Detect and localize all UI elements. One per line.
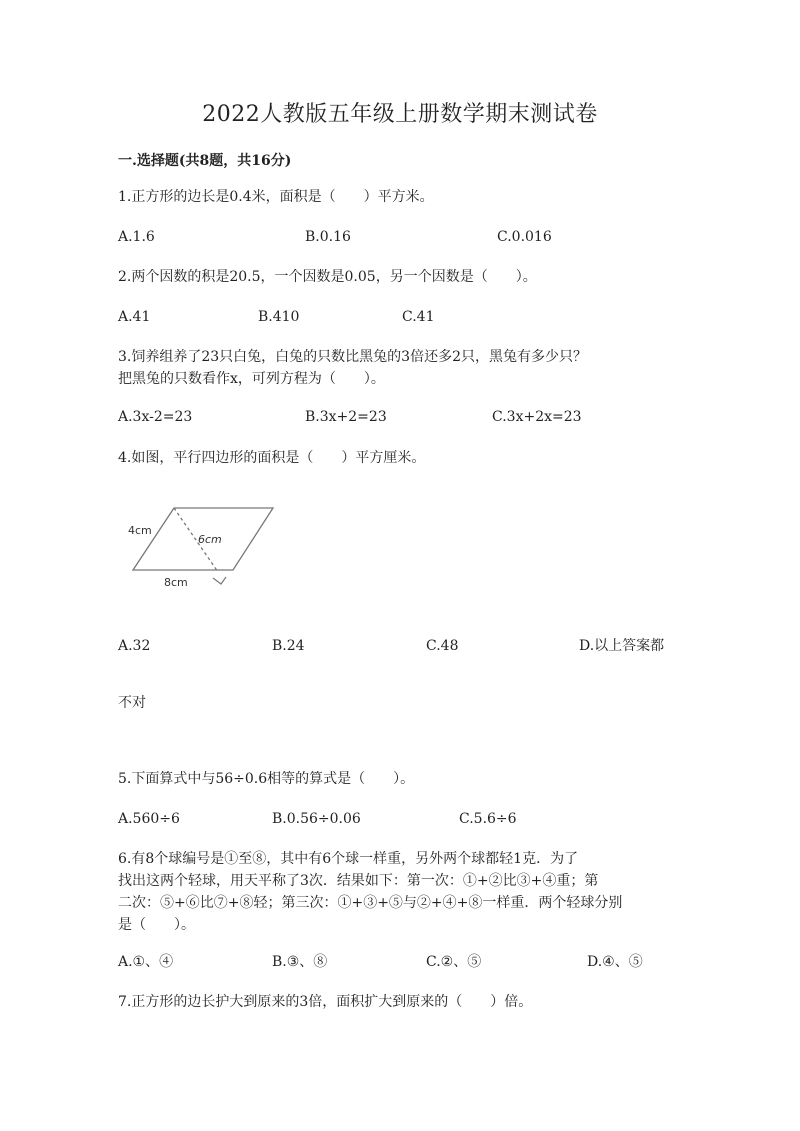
parallelogram-figure — [118, 496, 288, 596]
question-5-stem: 5.下面算式中与56÷0.6相等的算式是（ ）。 — [118, 771, 415, 787]
q3-option-a: A.3x-2=23 — [118, 409, 193, 425]
question-2-stem: 2.两个因数的积是20.5，一个因数是0.05，另一个因数是（ ）。 — [118, 269, 537, 285]
question-6-stem-line4: 是（ ）。 — [118, 917, 195, 933]
q6-option-a: A.①、④ — [118, 954, 174, 970]
q2-option-c: C.41 — [402, 309, 435, 325]
q2-option-b: B.410 — [258, 309, 300, 325]
question-3-stem-line1: 3.饲养组养了23只白兔，白兔的只数比黑兔的3倍还多2只，黑兔有多少只？ — [118, 349, 587, 365]
q4-option-b: B.24 — [272, 638, 305, 654]
figure-base-label: 8cm — [164, 576, 188, 589]
page-title: 2022人教版五年级上册数学期末测试卷 — [202, 102, 598, 127]
question-3-stem-line2: 把黑兔的只数看作x，可列方程为（ ）。 — [118, 371, 385, 387]
q1-option-a: A.1.6 — [118, 229, 155, 245]
question-7-stem: 7.正方形的边长护大到原来的3倍，面积扩大到原来的（ ）倍。 — [118, 994, 533, 1010]
question-4-stem: 4.如图，平行四边形的面积是（ ）平方厘米。 — [118, 450, 426, 466]
q6-option-d: D.④、⑤ — [587, 954, 643, 970]
q4-option-d-continued: 不对 — [118, 695, 146, 711]
q5-option-a: A.560÷6 — [118, 811, 180, 827]
q4-option-c: C.48 — [426, 638, 459, 654]
q5-option-b: B.0.56÷0.06 — [272, 811, 361, 827]
q4-option-a: A.32 — [118, 638, 151, 654]
q4-option-d: D.以上答案都 — [579, 638, 665, 654]
q6-option-c: C.②、⑤ — [426, 954, 482, 970]
figure-side-label: 4cm — [128, 524, 152, 537]
question-6-stem-line1: 6.有8个球编号是①至⑧，其中有6个球一样重，另外两个球都轻1克．为了 — [118, 851, 579, 867]
section-heading: 一.选择题(共8题，共16分) — [118, 153, 292, 169]
question-6-stem-line2: 找出这两个轻球，用天平称了3次．结果如下：第一次：①+②比③+④重；第 — [118, 873, 599, 889]
q5-option-c: C.5.6÷6 — [459, 811, 517, 827]
q1-option-b: B.0.16 — [305, 229, 351, 245]
q1-option-c: C.0.016 — [497, 229, 552, 245]
question-1-stem: 1.正方形的边长是0.4米，面积是（ ）平方米。 — [118, 189, 434, 205]
q3-option-c: C.3x+2x=23 — [492, 409, 582, 425]
q3-option-b: B.3x+2=23 — [305, 409, 387, 425]
q2-option-a: A.41 — [118, 309, 151, 325]
question-6-stem-line3: 二次：⑤+⑥比⑦+⑧轻；第三次：①+③+⑤与②+④+⑧一样重．两个轻球分别 — [118, 895, 623, 911]
q6-option-b: B.③、⑧ — [272, 954, 328, 970]
figure-height-label: 6cm — [198, 533, 222, 546]
